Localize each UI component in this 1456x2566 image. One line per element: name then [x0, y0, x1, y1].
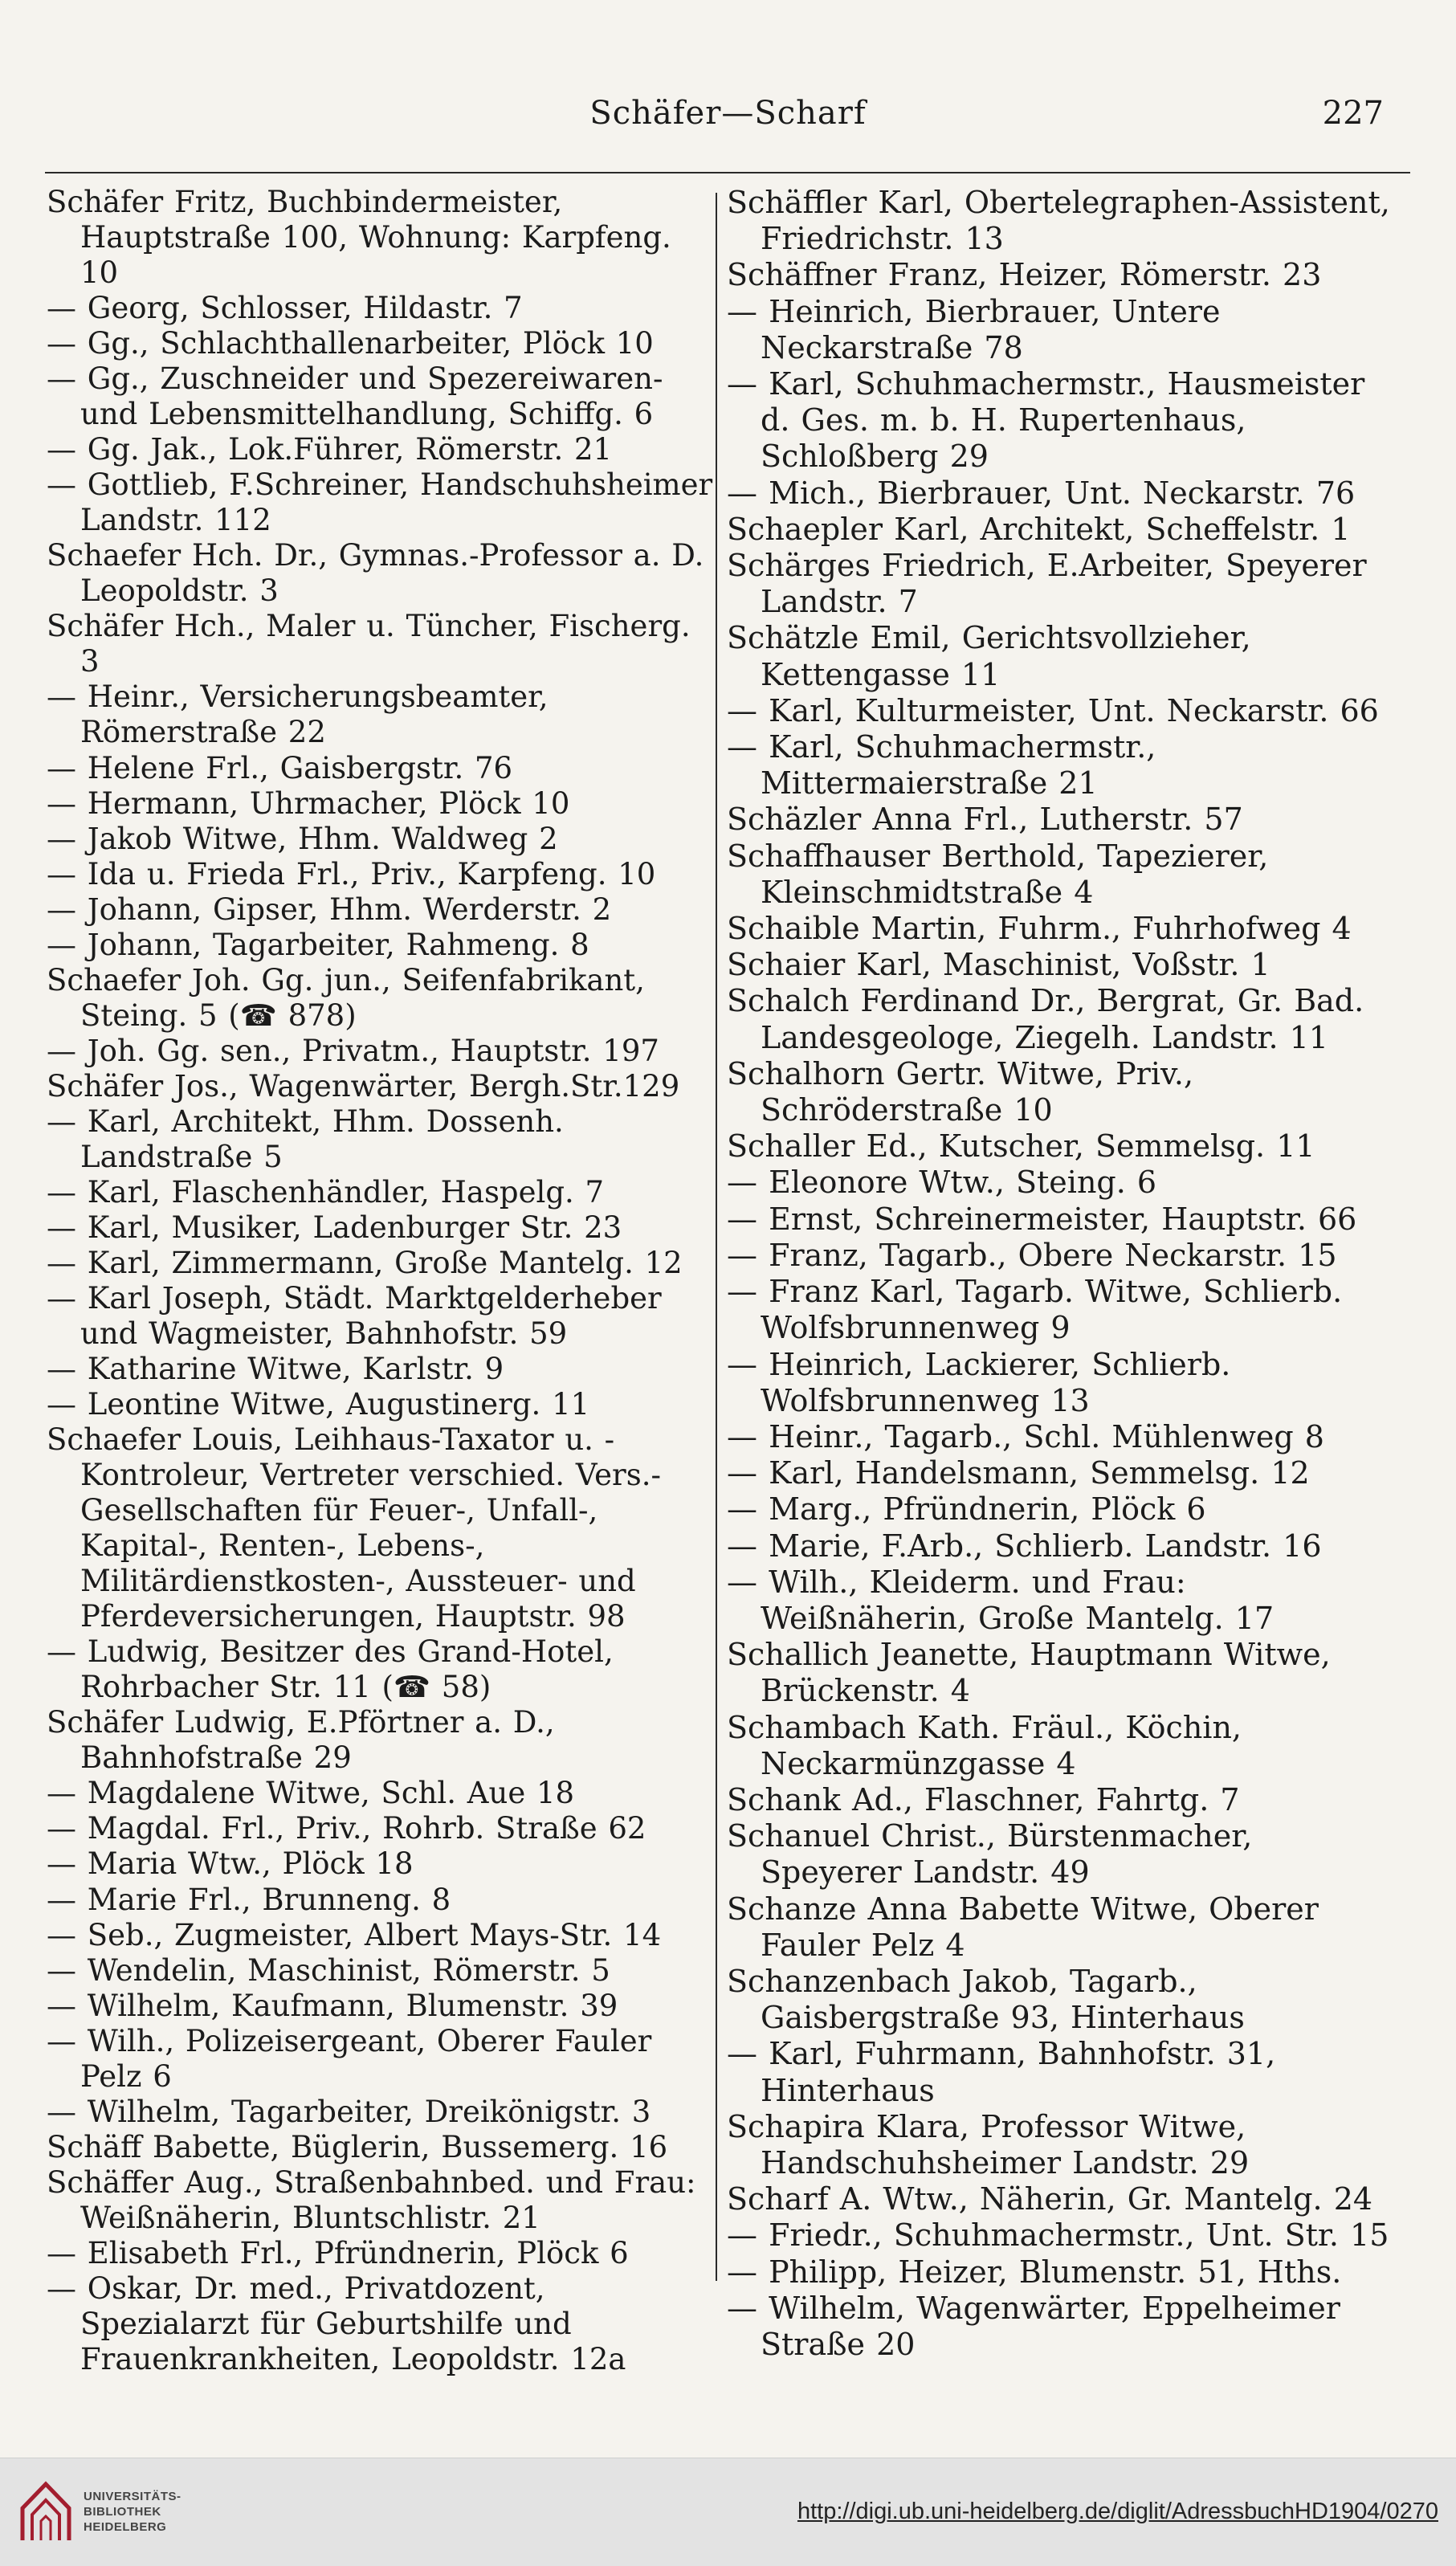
directory-entry: — Wilhelm, Kaufmann, Blumenstr. 39 — [47, 1988, 618, 2023]
directory-entry: — Friedr., Schuhmachermstr., Unt. Str. 15 — [727, 2217, 1389, 2254]
directory-entry: — Jakob Witwe, Hhm. Waldweg 2 — [47, 821, 558, 856]
directory-entry: — Gg., Zuschneider und Spezereiwaren- und Lebensmittelhandlung, Schiffg. 6 — [47, 361, 663, 432]
directory-entry: Schapira Klara, Professor Witwe, Handschuhsheimer Landstr. 29 — [727, 2108, 1250, 2180]
directory-entry: — Heinrich, Bierbrauer, Untere Neckarstraße 78 — [727, 293, 1221, 365]
directory-entry: Scharf A. Wtw., Näherin, Gr. Mantelg. 24 — [727, 2181, 1373, 2217]
left-column — [47, 185, 715, 2377]
directory-entry: — Magdalene Witwe, Schl. Aue 18 — [47, 1776, 575, 1811]
directory-entry: — Wilhelm, Tagarbeiter, Dreikönigstr. 3 — [47, 2094, 651, 2129]
directory-entry: Schaefer Joh. Gg. jun., Seifenfabrikant, Steing. 5 (☎ 878) — [47, 962, 645, 1033]
directory-entry: — Franz Karl, Tagarb. Witwe, Schlierb. Wolfsbrunnenweg 9 — [727, 1274, 1343, 1346]
directory-entry: Schalhorn Gertr. Witwe, Priv., Schröderstraße 10 — [727, 1055, 1194, 1128]
directory-entry: — Elisabeth Frl., Pfründnerin, Plöck 6 — [47, 2235, 629, 2270]
directory-entry: — Magdal. Frl., Priv., Rohrb. Straße 62 — [47, 1811, 646, 1846]
directory-entry: — Wendelin, Maschinist, Römerstr. 5 — [47, 1952, 610, 1988]
directory-entry: Schaefer Louis, Leihhaus-Taxator u. -Kontroleur, Vertreter verschied. Vers.-Gesellschaften für Feuer-, Unfall-, Kapital-, Renten-, Lebens-, Militärdienstkosten-, Aussteuer- und Pferdeversicherungen, Hauptstr. 98 — [47, 1422, 661, 1634]
directory-entry: — Marg., Pfründnerin, Plöck 6 — [727, 1491, 1206, 1528]
directory-entry: — Katharine Witwe, Karlstr. 9 — [47, 1352, 504, 1387]
directory-entry: — Ernst, Schreinermeister, Hauptstr. 66 — [727, 1201, 1357, 1237]
directory-entry: — Karl, Schuhmachermstr., Mittermaierstraße 21 — [727, 729, 1156, 802]
directory-entry: — Gg. Jak., Lok.Führer, Römerstr. 21 — [47, 432, 613, 467]
directory-entry: — Karl, Fuhrmann, Bahnhofstr. 31, Hinterhaus — [727, 2036, 1276, 2108]
directory-entry: Schäzler Anna Frl., Lutherstr. 57 — [727, 802, 1243, 838]
directory-entry: — Gottlieb, F.Schreiner, Handschuhsheimer Landstr. 112 — [47, 467, 713, 538]
directory-entry: — Helene Frl., Gaisbergstr. 76 — [47, 750, 513, 785]
directory-entry: Schambach Kath. Fräul., Köchin, Neckarmünzgasse 4 — [727, 1709, 1242, 1781]
directory-entry: — Karl, Schuhmachermstr., Hausmeister d. Ges. m. b. H. Rupertenhaus, Schloßberg 29 — [727, 366, 1365, 475]
page-title: Schäfer—Scharf — [589, 95, 867, 132]
directory-entry: — Philipp, Heizer, Blumenstr. 51, Hths. — [727, 2254, 1342, 2290]
directory-entry: Schaier Karl, Maschinist, Voßstr. 1 — [727, 947, 1270, 983]
directory-entry: Schanzenbach Jakob, Tagarb., Gaisbergstraße 93, Hinterhaus — [727, 1963, 1245, 2036]
directory-entry: Schäffer Aug., Straßenbahnbed. und Frau: Weißnäherin, Bluntschlistr. 21 — [47, 2164, 696, 2235]
directory-entry: — Johann, Tagarbeiter, Rahmeng. 8 — [47, 927, 589, 962]
directory-entry: Schäff Babette, Büglerin, Bussemerg. 16 — [47, 2129, 668, 2164]
directory-entry: — Marie Frl., Brunneng. 8 — [47, 1882, 451, 1917]
column-divider — [716, 193, 717, 2281]
directory-entry: Schaller Ed., Kutscher, Semmelsg. 11 — [727, 1128, 1315, 1165]
directory-entry: Schallich Jeanette, Hauptmann Witwe, Brückenstr. 4 — [727, 1637, 1331, 1709]
directory-entry: Schäfer Ludwig, E.Pförtner a. D., Bahnhofstraße 29 — [47, 1705, 555, 1776]
directory-entry: — Ludwig, Besitzer des Grand-Hotel, Rohrbacher Str. 11 (☎ 58) — [47, 1634, 614, 1705]
directory-entry: Schäffner Franz, Heizer, Römerstr. 23 — [727, 257, 1322, 293]
library-name-line: BIBLIOTHEK — [84, 2505, 161, 2519]
directory-entry: — Mich., Bierbrauer, Unt. Neckarstr. 76 — [727, 475, 1356, 511]
directory-entry: — Maria Wtw., Plöck 18 — [47, 1846, 414, 1882]
directory-entry: — Oskar, Dr. med., Privatdozent, Spezialarzt für Geburtshilfe und Frauenkrankheiten, Leopoldstr. 12a — [47, 2270, 626, 2376]
directory-entry: — Karl, Musiker, Ladenburger Str. 23 — [47, 1210, 622, 1245]
directory-entry: — Wilh., Polizeisergeant, Oberer Fauler Pelz 6 — [47, 2023, 652, 2094]
directory-entry: — Joh. Gg. sen., Privatm., Hauptstr. 197 — [47, 1033, 659, 1068]
directory-entry: — Heinr., Tagarb., Schl. Mühlenweg 8 — [727, 1418, 1324, 1454]
header-rule — [45, 172, 1410, 173]
directory-entry: — Heinrich, Lackierer, Schlierb. Wolfsbrunnenweg 13 — [727, 1346, 1231, 1418]
directory-entry: — Johann, Gipser, Hhm. Werderstr. 2 — [47, 891, 612, 927]
directory-entry: — Karl, Handelsmann, Semmelsg. 12 — [727, 1455, 1310, 1491]
directory-entry: — Seb., Zugmeister, Albert Mays-Str. 14 — [47, 1917, 662, 1952]
page-number: 227 — [1322, 95, 1384, 132]
directory-entry: — Karl, Kulturmeister, Unt. Neckarstr. 66 — [727, 692, 1379, 728]
source-url-link[interactable]: http://digi.ub.uni-heidelberg.de/diglit/AdressbuchHD1904/0270 — [797, 2499, 1438, 2524]
library-name-line: UNIVERSITÄTS- — [84, 2490, 181, 2503]
directory-entry: Schanze Anna Babette Witwe, Oberer Fauler Pelz 4 — [727, 1891, 1319, 1963]
directory-entry: Schaible Martin, Fuhrm., Fuhrhofweg 4 — [727, 911, 1352, 947]
directory-entry: — Georg, Schlosser, Hildastr. 7 — [47, 291, 523, 326]
library-name-line: HEIDELBERG — [84, 2520, 167, 2534]
directory-entry: Schanuel Christ., Bürstenmacher, Speyerer Landstr. 49 — [727, 1818, 1253, 1891]
directory-entry: — Leontine Witwe, Augustinerg. 11 — [47, 1387, 590, 1422]
directory-entry: — Karl Joseph, Städt. Marktgelderheber und Wagmeister, Bahnhofstr. 59 — [47, 1280, 662, 1351]
directory-entry: — Karl, Flaschenhändler, Haspelg. 7 — [47, 1174, 605, 1210]
directory-entry: — Karl, Zimmermann, Große Mantelg. 12 — [47, 1245, 683, 1280]
directory-entry: — Eleonore Wtw., Steing. 6 — [727, 1165, 1157, 1201]
directory-entry: Schäffler Karl, Obertelegraphen-Assistent, Friedrichstr. 13 — [727, 185, 1390, 257]
directory-entry: Schärges Friedrich, E.Arbeiter, Speyerer Landstr. 7 — [727, 548, 1367, 620]
directory-entry: Schäfer Jos., Wagenwärter, Bergh.Str.129 — [47, 1068, 680, 1104]
directory-entry: Schäfer Hch., Maler u. Tüncher, Fischerg. 3 — [47, 609, 691, 679]
directory-entry: — Wilhelm, Wagenwärter, Eppelheimer Straße 20 — [727, 2290, 1340, 2362]
directory-entry: Schäfer Fritz, Buchbindermeister, Hauptstraße 100, Wohnung: Karpfeng. 10 — [47, 185, 671, 291]
directory-entry: — Gg., Schlachthallenarbeiter, Plöck 10 — [47, 326, 654, 361]
directory-entry: — Franz, Tagarb., Obere Neckarstr. 15 — [727, 1237, 1337, 1273]
directory-entry: Schaepler Karl, Architekt, Scheffelstr. 1 — [727, 511, 1351, 547]
directory-entry: — Hermann, Uhrmacher, Plöck 10 — [47, 785, 570, 821]
directory-entry: Schätzle Emil, Gerichtsvollzieher, Kettengasse 11 — [727, 620, 1251, 692]
directory-entry: — Heinr., Versicherungsbeamter, Römerstraße 22 — [47, 679, 549, 750]
library-name — [84, 2489, 181, 2535]
directory-entry: — Wilh., Kleiderm. und Frau: Weißnäherin, Große Mantelg. 17 — [727, 1564, 1275, 1636]
university-library-logo-icon — [16, 2476, 75, 2548]
directory-entry: — Marie, F.Arb., Schlierb. Landstr. 16 — [727, 1528, 1322, 1564]
footer-bar — [0, 2458, 1456, 2566]
directory-entry: Schalch Ferdinand Dr., Bergrat, Gr. Bad. Landesgeologe, Ziegelh. Landstr. 11 — [727, 983, 1364, 1055]
directory-entry: Schank Ad., Flaschner, Fahrtg. 7 — [727, 1781, 1240, 1817]
directory-entry: — Karl, Architekt, Hhm. Dossenh. Landstraße 5 — [47, 1104, 564, 1174]
right-column — [727, 185, 1395, 2363]
directory-entry: Schaefer Hch. Dr., Gymnas.-Professor a. D. Leopoldstr. 3 — [47, 538, 704, 609]
directory-entry: Schaffhauser Berthold, Tapezierer, Kleinschmidtstraße 4 — [727, 838, 1269, 910]
directory-entry: — Ida u. Frieda Frl., Priv., Karpfeng. 10 — [47, 856, 656, 891]
